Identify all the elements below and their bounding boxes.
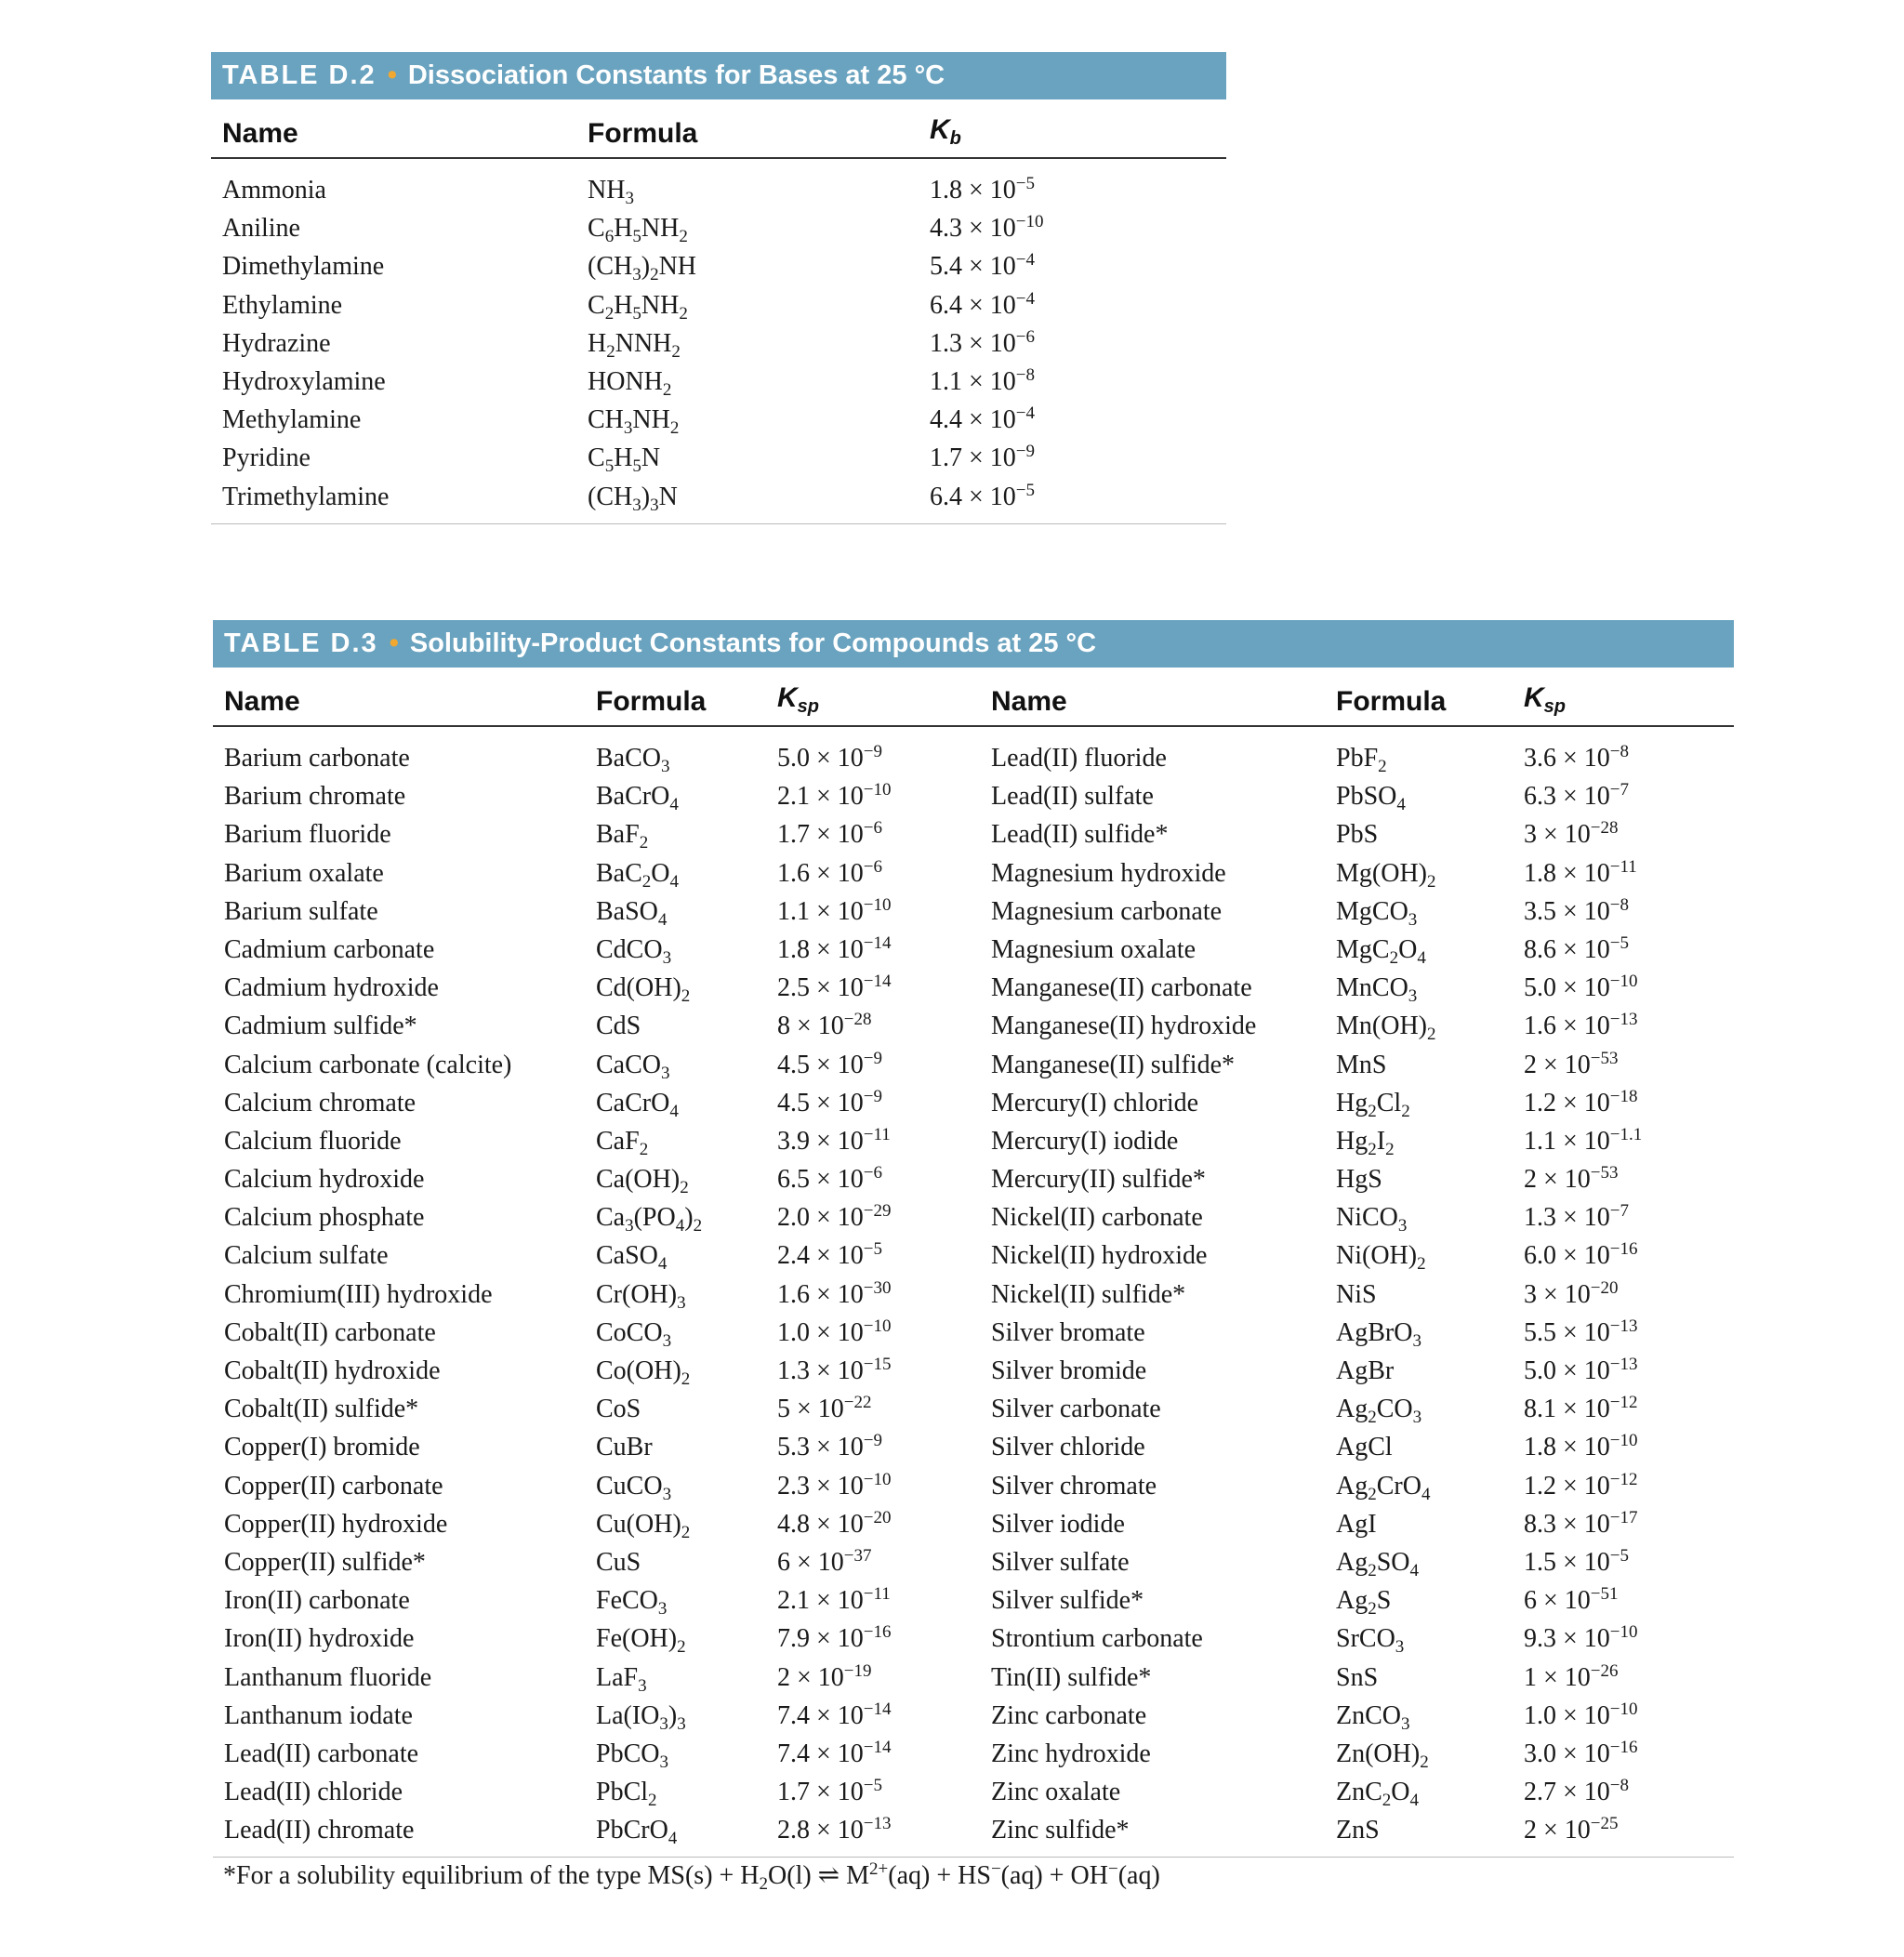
compound-name: Cobalt(II) sulfide* [224, 1395, 419, 1424]
table-d3-banner [213, 620, 1734, 668]
compound-name-right: Magnesium oxalate [991, 934, 1197, 964]
compound-name: Iron(II) carbonate [224, 1586, 410, 1616]
table-row [211, 478, 1226, 516]
compound-formula: CoS [596, 1395, 641, 1424]
compound-formula: $(CH_3)_2NH$ [588, 252, 697, 285]
compound-name-right: Manganese(II) hydroxide [991, 1012, 1257, 1041]
compound-formula: $Ca(OH)_2$ [596, 1165, 689, 1198]
ksp-value: $1.0 \times 10^{-10}$ [777, 1316, 892, 1347]
ksp-value-right: $2 \times 10^{-25}$ [1524, 1814, 1619, 1845]
compound-formula: CoCO$_3$ [596, 1317, 672, 1351]
compound-name: Hydrazine [222, 328, 331, 358]
compound-name-right: Magnesium hydroxide [991, 858, 1226, 888]
compound-name-right: Zinc sulfide* [991, 1816, 1130, 1845]
compound-formula-right: MgCO$_3$ [1336, 896, 1418, 930]
ksp-value-right: $1.3 \times 10^{-7}$ [1524, 1201, 1630, 1233]
compound-name-right: Silver chromate [991, 1471, 1157, 1501]
compound-name: Iron(II) hydroxide [224, 1624, 415, 1654]
table-row [213, 1581, 1734, 1620]
compound-formula-right: PbSO$_4$ [1336, 782, 1406, 815]
compound-name-right: Silver carbonate [991, 1395, 1161, 1424]
compound-name: Barium sulfate [224, 896, 378, 926]
compound-name: Barium carbonate [224, 744, 410, 773]
kb-value: $4.4 \times 10^{-4}$ [930, 403, 1036, 435]
compound-formula: BaF$_2$ [596, 820, 649, 853]
table-row [213, 1811, 1734, 1849]
ksp-value: $1.8 \times 10^{-14}$ [777, 932, 892, 964]
table-d3-body [213, 727, 1734, 1858]
ksp-value-right: $1.2 \times 10^{-18}$ [1524, 1086, 1638, 1117]
compound-formula: CaSO$_4$ [596, 1241, 668, 1275]
compound-formula-right: $Zn(OH)_2$ [1336, 1739, 1429, 1772]
ksp-value: $1.6 \times 10^{-6}$ [777, 856, 883, 888]
table-row [213, 1084, 1734, 1122]
ksp-value: $2.5 \times 10^{-14}$ [777, 972, 892, 1003]
compound-formula-right: $Ag_2CO_3$ [1336, 1395, 1422, 1428]
compound-name-right: Strontium carbonate [991, 1624, 1203, 1654]
compound-formula: PbCl$_2$ [596, 1778, 657, 1811]
kb-value: $1.1 \times 10^{-8}$ [930, 364, 1036, 396]
compound-name: Aniline [222, 214, 300, 244]
compound-name: Lead(II) carbonate [224, 1739, 419, 1768]
compound-name: Chromium(III) hydroxide [224, 1279, 493, 1309]
compound-name: Calcium sulfate [224, 1241, 389, 1271]
ksp-value: $1.7 \times 10^{-6}$ [777, 818, 883, 850]
compound-name: Lanthanum iodate [224, 1700, 413, 1730]
table-row [213, 1428, 1734, 1466]
kb-value: $1.7 \times 10^{-9}$ [930, 442, 1036, 473]
compound-name: Calcium carbonate (calcite) [224, 1050, 512, 1079]
compound-formula: $H_2NNH_2$ [588, 328, 681, 362]
compound-name-right: Zinc oxalate [991, 1778, 1121, 1807]
compound-name: Lead(II) chloride [224, 1778, 403, 1807]
compound-name: Calcium hydroxide [224, 1165, 425, 1195]
kb-value: $6.4 \times 10^{-5}$ [930, 480, 1036, 511]
table-row [213, 1659, 1734, 1697]
compound-formula-right: $Hg_2Cl_2$ [1336, 1088, 1410, 1121]
table-d2-label: TABLE D.2 [222, 60, 377, 90]
compound-formula-right: $Mg(OH)_2$ [1336, 858, 1436, 892]
ksp-value: $2.1 \times 10^{-11}$ [777, 1584, 891, 1616]
compound-formula-right: ZnS [1336, 1816, 1380, 1845]
bullet-icon: • [389, 628, 399, 658]
ksp-value-right: $8.3 \times 10^{-17}$ [1524, 1507, 1638, 1539]
compound-name: Trimethylamine [222, 482, 390, 511]
compound-name: Methylamine [222, 405, 362, 435]
compound-formula-right: AgCl [1336, 1433, 1393, 1462]
ksp-value-right: $3.6 \times 10^{-8}$ [1524, 742, 1630, 773]
compound-name: Pyridine [222, 443, 311, 473]
ksp-value: $4.8 \times 10^{-20}$ [777, 1507, 892, 1539]
compound-name: Cobalt(II) hydroxide [224, 1356, 441, 1385]
table-row [211, 324, 1226, 363]
table-row [213, 854, 1734, 893]
compound-name: Barium fluoride [224, 820, 391, 850]
compound-formula: CaCO$_3$ [596, 1050, 670, 1083]
compound-name-right: Tin(II) sulfide* [991, 1662, 1152, 1692]
table-row [213, 1773, 1734, 1811]
ksp-value-right: $1.8 \times 10^{-10}$ [1524, 1431, 1638, 1462]
table-d2-body [211, 159, 1226, 524]
ksp-value-right: $3.0 \times 10^{-16}$ [1524, 1737, 1638, 1768]
header-formula: Formula [596, 686, 707, 717]
compound-formula: $Cd(OH)_2$ [596, 973, 691, 1007]
compound-name: Calcium phosphate [224, 1203, 425, 1233]
ksp-value: $3.9 \times 10^{-11}$ [777, 1124, 891, 1156]
compound-formula: $BaC_2O_4$ [596, 858, 680, 892]
table-row [211, 171, 1226, 209]
compound-formula-right: MnCO$_3$ [1336, 973, 1418, 1007]
compound-name-right: Mercury(I) chloride [991, 1088, 1199, 1117]
table-row [211, 401, 1226, 439]
ksp-value: $1.3 \times 10^{-15}$ [777, 1355, 892, 1385]
table-row [213, 739, 1734, 777]
ksp-value-right: $1.1 \times 10^{-1.1}$ [1524, 1124, 1643, 1156]
table-d2-header [211, 99, 1226, 159]
compound-formula-right: $Ag_2CrO_4$ [1336, 1471, 1431, 1504]
table-row [213, 893, 1734, 931]
ksp-value: $2 \times 10^{-19}$ [777, 1660, 872, 1692]
ksp-value-right: $8.1 \times 10^{-12}$ [1524, 1393, 1638, 1424]
compound-formula-right: AgI [1336, 1509, 1377, 1539]
ksp-value-right: $1 \times 10^{-26}$ [1524, 1660, 1619, 1692]
header-kb: $K_b$ [930, 114, 961, 149]
kb-value: $4.3 \times 10^{-10}$ [930, 212, 1044, 244]
kb-value: $5.4 \times 10^{-4}$ [930, 250, 1036, 282]
compound-formula: PbCrO$_4$ [596, 1816, 678, 1849]
compound-name-right: Silver sulfate [991, 1547, 1130, 1577]
ksp-value-right: $5.0 \times 10^{-13}$ [1524, 1355, 1638, 1385]
compound-formula: $(CH_3)_3N$ [588, 482, 678, 515]
table-row [211, 363, 1226, 401]
ksp-value-right: $5.0 \times 10^{-10}$ [1524, 972, 1638, 1003]
compound-name-right: Magnesium carbonate [991, 896, 1223, 926]
ksp-value: $6 \times 10^{-37}$ [777, 1545, 872, 1577]
table-row [213, 1543, 1734, 1581]
table-d3-title: Solubility-Product Constants for Compounds at 25 °C [409, 628, 1097, 658]
compound-formula: $HONH_2$ [588, 366, 672, 400]
compound-name: Cadmium carbonate [224, 934, 435, 964]
kb-value: $6.4 \times 10^{-4}$ [930, 288, 1036, 320]
table-d2-banner [211, 52, 1226, 99]
compound-formula-right: $ZnC_2O_4$ [1336, 1778, 1420, 1811]
compound-formula: $C_6H_5NH_2$ [588, 214, 688, 247]
ksp-value-right: $1.5 \times 10^{-5}$ [1524, 1545, 1630, 1577]
compound-name: Barium chromate [224, 782, 406, 812]
compound-formula-right: MnS [1336, 1050, 1387, 1079]
table-row [213, 931, 1734, 969]
compound-name: Cobalt(II) carbonate [224, 1317, 436, 1347]
compound-formula-right: $Ag_2SO_4$ [1336, 1547, 1420, 1580]
compound-formula-right: SnS [1336, 1662, 1379, 1692]
ksp-value: $2.1 \times 10^{-10}$ [777, 780, 892, 812]
compound-name: Copper(II) sulfide* [224, 1547, 426, 1577]
compound-name: Ammonia [222, 176, 326, 205]
ksp-value: $2.0 \times 10^{-29}$ [777, 1201, 892, 1233]
table-row [213, 1046, 1734, 1084]
compound-name: Dimethylamine [222, 252, 385, 282]
compound-formula: CaF$_2$ [596, 1126, 649, 1159]
compound-name: Copper(II) carbonate [224, 1471, 443, 1501]
header-formula-right: Formula [1336, 686, 1447, 717]
compound-formula: $CH_3NH_2$ [588, 405, 680, 439]
table-row [213, 969, 1734, 1007]
ksp-value-right: $2 \times 10^{-53}$ [1524, 1163, 1619, 1195]
table-row [213, 1697, 1734, 1735]
compound-formula-right: PbF$_2$ [1336, 744, 1387, 776]
kb-value: $1.8 \times 10^{-5}$ [930, 174, 1036, 205]
compound-formula: $Ca_3(PO_4)_2$ [596, 1203, 703, 1236]
table-row [213, 1314, 1734, 1352]
table-row [213, 1620, 1734, 1658]
table-d2 [211, 52, 1226, 524]
header-formula: Formula [588, 118, 698, 149]
ksp-value: $1.7 \times 10^{-5}$ [777, 1776, 883, 1807]
ksp-value: $1.6 \times 10^{-30}$ [777, 1277, 892, 1309]
header-ksp-right: $K_{sp}$ [1524, 682, 1567, 717]
ksp-value-right: $6.3 \times 10^{-7}$ [1524, 780, 1630, 812]
compound-name-right: Nickel(II) sulfide* [991, 1279, 1186, 1309]
compound-formula-right: NiCO$_3$ [1336, 1203, 1408, 1236]
table-row [213, 1390, 1734, 1428]
compound-formula-right: SrCO$_3$ [1336, 1624, 1405, 1658]
ksp-value-right: $5.5 \times 10^{-13}$ [1524, 1316, 1638, 1347]
ksp-value: $2.4 \times 10^{-5}$ [777, 1239, 883, 1271]
compound-formula-right: $Ag_2S$ [1336, 1586, 1392, 1620]
ksp-value-right: $3 \times 10^{-28}$ [1524, 818, 1619, 850]
header-name-right: Name [991, 686, 1067, 717]
compound-formula: $C_5H_5N$ [588, 443, 661, 477]
ksp-value: $4.5 \times 10^{-9}$ [777, 1048, 883, 1079]
compound-name-right: Nickel(II) hydroxide [991, 1241, 1208, 1271]
compound-name-right: Lead(II) sulfide* [991, 820, 1169, 850]
table-d3-header [213, 668, 1734, 727]
compound-name: Barium oxalate [224, 858, 384, 888]
ksp-value-right: $2 \times 10^{-53}$ [1524, 1048, 1619, 1079]
compound-formula: $Cu(OH)_2$ [596, 1509, 691, 1542]
table-row [211, 439, 1226, 477]
compound-formula: BaSO$_4$ [596, 896, 668, 930]
ksp-value: $7.4 \times 10^{-14}$ [777, 1737, 892, 1768]
compound-formula: CuBr [596, 1433, 653, 1462]
ksp-value: $5.3 \times 10^{-9}$ [777, 1431, 883, 1462]
compound-formula: $Fe(OH)_2$ [596, 1624, 686, 1658]
compound-name: Cadmium sulfide* [224, 1012, 417, 1041]
compound-formula: $La(IO_3)_3$ [596, 1700, 686, 1734]
compound-name-right: Manganese(II) sulfide* [991, 1050, 1236, 1079]
ksp-value-right: $2.7 \times 10^{-8}$ [1524, 1776, 1630, 1807]
compound-formula: FeCO$_3$ [596, 1586, 668, 1620]
compound-name-right: Silver sulfide* [991, 1586, 1144, 1616]
ksp-value: $7.9 \times 10^{-16}$ [777, 1622, 892, 1654]
compound-name: Copper(I) bromide [224, 1433, 420, 1462]
ksp-value-right: $6.0 \times 10^{-16}$ [1524, 1239, 1638, 1271]
table-row [213, 1735, 1734, 1773]
compound-formula-right: $Ni(OH)_2$ [1336, 1241, 1426, 1275]
compound-formula-right: $Mn(OH)_2$ [1336, 1012, 1436, 1045]
compound-formula: BaCrO$_4$ [596, 782, 679, 815]
compound-formula: $C_2H_5NH_2$ [588, 290, 688, 324]
ksp-value: $1.1 \times 10^{-10}$ [777, 894, 892, 926]
compound-formula: LaF$_3$ [596, 1662, 647, 1696]
ksp-value-right: $1.0 \times 10^{-10}$ [1524, 1699, 1638, 1730]
compound-formula-right: $Hg_2I_2$ [1336, 1126, 1395, 1159]
compound-formula-right: $MgC_2O_4$ [1336, 934, 1426, 968]
compound-formula-right: ZnCO$_3$ [1336, 1700, 1410, 1734]
header-ksp: $K_{sp}$ [777, 682, 820, 717]
header-name: Name [224, 686, 300, 717]
table-d3 [213, 620, 1734, 1858]
compound-name-right: Mercury(II) sulfide* [991, 1165, 1206, 1195]
compound-name-right: Silver bromide [991, 1356, 1147, 1385]
compound-formula-right: AgBr [1336, 1356, 1395, 1385]
ksp-value-right: $1.2 \times 10^{-12}$ [1524, 1469, 1638, 1501]
compound-name-right: Zinc carbonate [991, 1700, 1147, 1730]
compound-name: Calcium fluoride [224, 1126, 402, 1156]
compound-name: Calcium chromate [224, 1088, 416, 1117]
table-row [211, 247, 1226, 285]
ksp-value: $7.4 \times 10^{-14}$ [777, 1699, 892, 1730]
compound-name: Hydroxylamine [222, 366, 386, 396]
table-row [213, 1276, 1734, 1314]
table-row [213, 1160, 1734, 1198]
table-row [213, 1122, 1734, 1160]
ksp-value: $5 \times 10^{-22}$ [777, 1393, 872, 1424]
table-row [213, 777, 1734, 815]
compound-formula-right: PbS [1336, 820, 1379, 850]
table-row [213, 1236, 1734, 1275]
ksp-value-right: $6 \times 10^{-51}$ [1524, 1584, 1619, 1616]
compound-name-right: Lead(II) fluoride [991, 744, 1167, 773]
ksp-value-right: $8.6 \times 10^{-5}$ [1524, 932, 1630, 964]
ksp-value: $6.5 \times 10^{-6}$ [777, 1163, 883, 1195]
ksp-value-right: $9.3 \times 10^{-10}$ [1524, 1622, 1638, 1654]
compound-formula: $Cr(OH)_3$ [596, 1279, 686, 1313]
compound-formula: PbCO$_3$ [596, 1739, 668, 1772]
table-row [213, 1467, 1734, 1505]
ksp-value: $4.5 \times 10^{-9}$ [777, 1086, 883, 1117]
table-row [213, 1007, 1734, 1045]
compound-formula-right: AgBrO$_3$ [1336, 1317, 1421, 1351]
table-d3-label: TABLE D.3 [224, 628, 378, 658]
compound-name-right: Silver chloride [991, 1433, 1145, 1462]
compound-formula-right: NiS [1336, 1279, 1377, 1309]
compound-name: Cadmium hydroxide [224, 973, 439, 1003]
compound-formula: $NH_3$ [588, 176, 634, 208]
compound-formula: CdS [596, 1012, 641, 1041]
compound-name-right: Lead(II) sulfate [991, 782, 1154, 812]
compound-formula: CdCO$_3$ [596, 934, 672, 968]
compound-name-right: Silver bromate [991, 1317, 1145, 1347]
header-name: Name [222, 118, 298, 149]
compound-name: Lanthanum fluoride [224, 1662, 432, 1692]
kb-value: $1.3 \times 10^{-6}$ [930, 326, 1036, 358]
bullet-icon: • [387, 60, 397, 90]
table-d2-title: Dissociation Constants for Bases at 25 °C [407, 60, 945, 90]
table-row [211, 286, 1226, 324]
ksp-value: $5.0 \times 10^{-9}$ [777, 742, 883, 773]
table-row [213, 815, 1734, 853]
table-row [213, 1198, 1734, 1236]
ksp-value-right: $1.6 \times 10^{-13}$ [1524, 1010, 1638, 1041]
compound-name-right: Silver iodide [991, 1509, 1125, 1539]
compound-name: Ethylamine [222, 290, 343, 320]
compound-name-right: Mercury(I) iodide [991, 1126, 1179, 1156]
compound-name-right: Zinc hydroxide [991, 1739, 1151, 1768]
table-d3-footnote: *For a solubility equilibrium of the type $MS(s) + H_2O(l)$ ⇌ $M^{2+}(aq) + HS^-(aq) + OH^-(aq)$ [223, 1859, 1160, 1894]
compound-name-right: Manganese(II) carbonate [991, 973, 1252, 1003]
compound-name-right: Nickel(II) carbonate [991, 1203, 1203, 1233]
compound-formula-right: HgS [1336, 1165, 1382, 1195]
ksp-value-right: $3.5 \times 10^{-8}$ [1524, 894, 1630, 926]
compound-formula: CuCO$_3$ [596, 1471, 672, 1504]
table-row [211, 209, 1226, 247]
ksp-value-right: $1.8 \times 10^{-11}$ [1524, 856, 1637, 888]
compound-name: Lead(II) chromate [224, 1816, 415, 1845]
compound-formula: CuS [596, 1547, 641, 1577]
table-row [213, 1505, 1734, 1543]
ksp-value-right: $3 \times 10^{-20}$ [1524, 1277, 1619, 1309]
ksp-value: $2.3 \times 10^{-10}$ [777, 1469, 892, 1501]
compound-formula: CaCrO$_4$ [596, 1088, 679, 1121]
compound-formula: BaCO$_3$ [596, 744, 670, 776]
table-row [213, 1352, 1734, 1390]
ksp-value: $2.8 \times 10^{-13}$ [777, 1814, 892, 1845]
compound-formula: $Co(OH)_2$ [596, 1356, 691, 1389]
compound-name: Copper(II) hydroxide [224, 1509, 448, 1539]
ksp-value: $8 \times 10^{-28}$ [777, 1010, 872, 1041]
